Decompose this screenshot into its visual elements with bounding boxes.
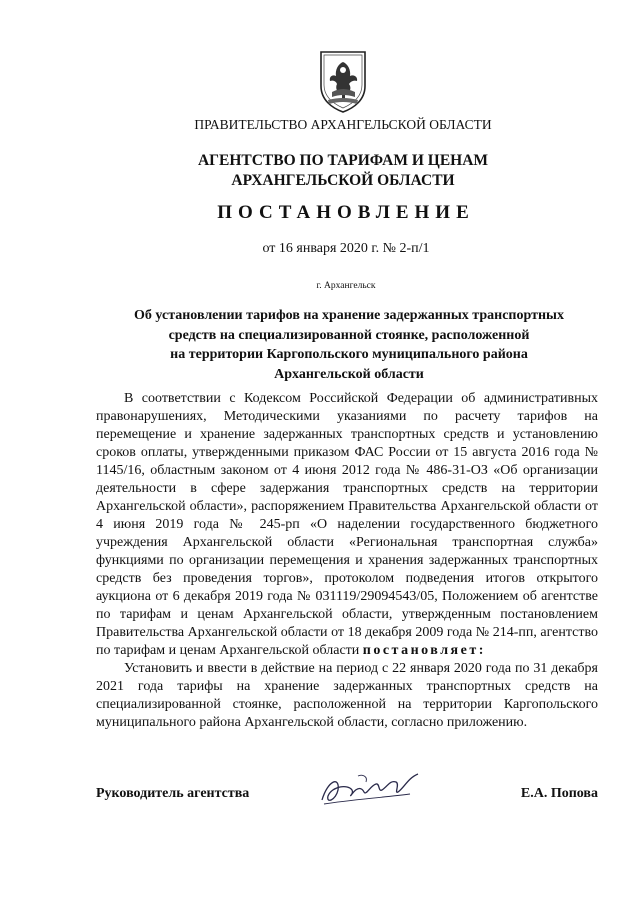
date-and-number: от 16 января 2020 г. № 2-п/1 (262, 241, 430, 256)
document-subject (108, 306, 590, 384)
city-name: г. Архангельск (316, 281, 376, 291)
coat-of-arms-emblem (318, 50, 368, 114)
decree-keyword: постановляет: (362, 643, 486, 658)
handwritten-signature (318, 770, 422, 810)
government-name: ПРАВИТЕЛЬСТВО АРХАНГЕЛЬСКОЙ ОБЛАСТИ (194, 117, 492, 132)
body-paragraph-1 (96, 390, 598, 660)
paragraph-1-text: В соответствии с Кодексом Российской Федерации об административных правонарушениях, Методическими указаниями по расчету тарифов на перемещение и хранение задержанных транспортных средств и установлению сроков оплаты, утвержденными приказом ФАС России от 15 августа 2016 года № 1145/16, областным законом от 4 июня 2012 года № 486-31-ОЗ «Об организации деятельности в сфере задержания транспортных средств на территории Архангельской области», распоряжением Правительства Архангельской области от 4 июня 2019 года № 245-рп «О наделении государственного бюджетного учреждения Архангельской области «Региональная транспортная служба» функциями по организации перемещения и хранения задержанных транспортных средств без проведения торгов», протоколом подведения итогов открытого аукциона от 6 декабря 2019 года № 031119/29094543/05, Положением об агентстве по тарифам и ценам Архангельской области, утвержденным постановлением Правительства Архангельской области от 18 декабря 2009 года № 214-пп, агентство по тарифам и ценам Архангельской области (96, 391, 598, 658)
body-paragraph-2: Установить и ввести в действие на период с 22 января 2020 года по 31 декабря 2021 года тарифы на хранение задержанных транспортных средств на специализированной стоянке, расположенной на территории Каргопольского муниципального района Архангельской области, согласно приложению. (96, 661, 598, 730)
agency-name-line1: АГЕНТСТВО ПО ТАРИФАМ И ЦЕНАМ (197, 152, 489, 169)
signer-name: Е.А. Попова (520, 786, 598, 801)
document-type-title: ПОСТАНОВЛЕНИЕ (217, 202, 475, 223)
agency-name (23, 151, 640, 191)
subject-line2: средств на специализированной стоянке, расположенной (168, 327, 530, 343)
subject-line3: на территории Каргопольского муниципального района (170, 347, 528, 362)
subject-line1: Об установлении тарифов на хранение задержанных транспортных (134, 308, 564, 323)
subject-line4: Архангельской области (274, 366, 424, 382)
signer-title: Руководитель агентства (96, 786, 250, 801)
agency-name-line2: АРХАНГЕЛЬСКОЙ ОБЛАСТИ (231, 172, 455, 189)
document-body (96, 390, 598, 732)
